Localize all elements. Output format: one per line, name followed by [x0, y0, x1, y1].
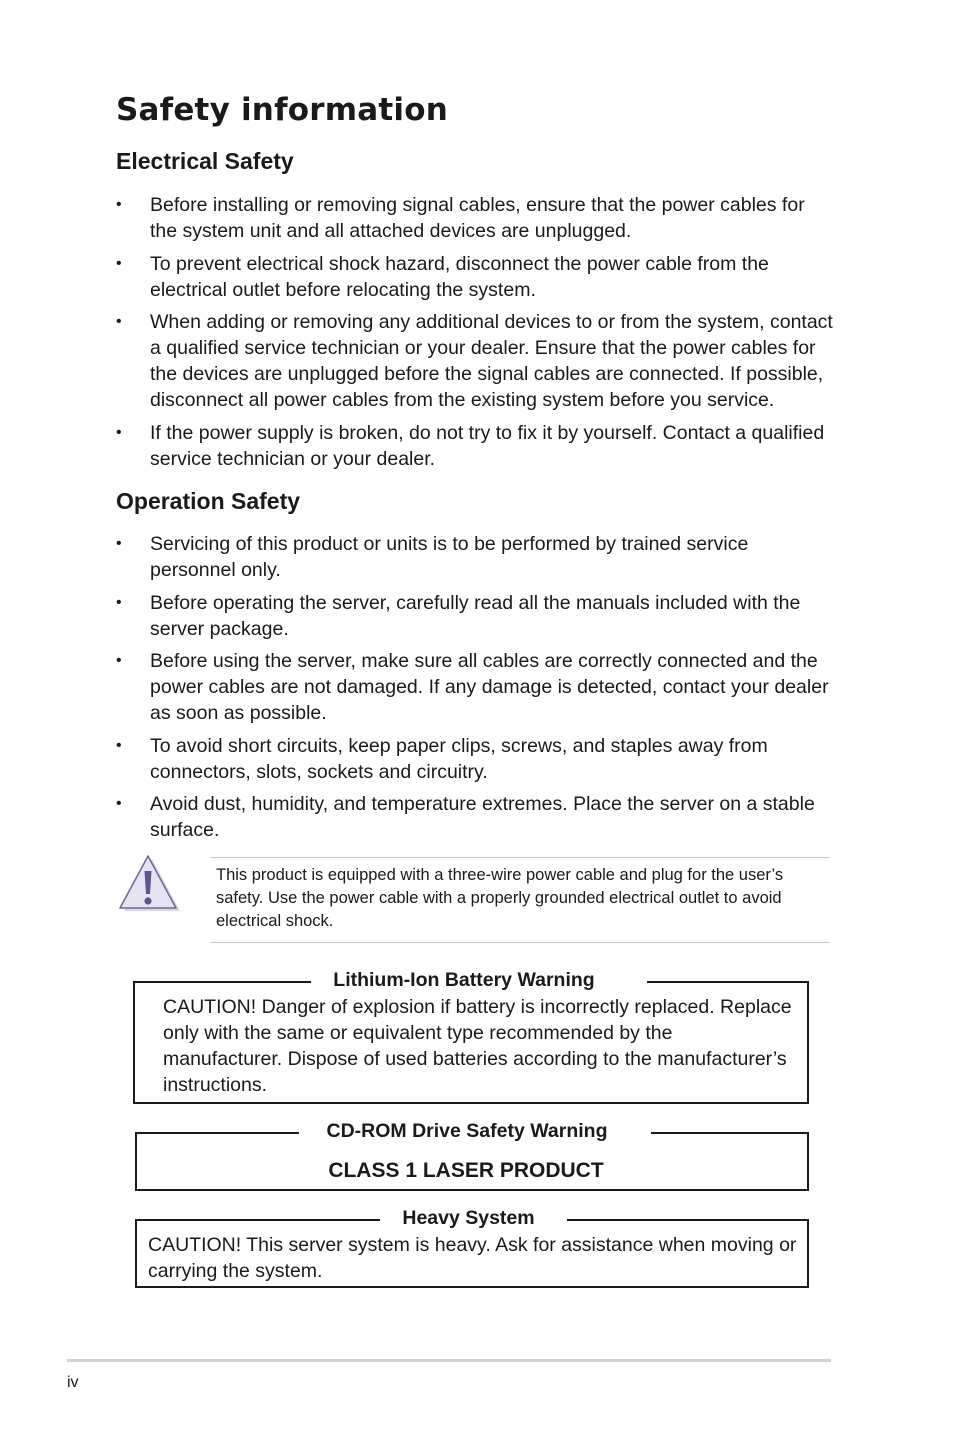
- safety-note: [210, 857, 830, 943]
- list-item: • To avoid short circuits, keep paper clips, screws, and staples away from connectors, slots, sockets and circuitry.: [116, 734, 768, 783]
- battery-warning-box: [133, 969, 809, 1104]
- page-title: Safety information: [116, 92, 448, 128]
- list-item: • When adding or removing any additional devices to or from the system, contact a qualified service technician or your dealer. Ensure that the power cables for the devices are unplugged before the signal cables are connected. If possible, disconnect all power cables from the existing system before you service.: [116, 311, 833, 411]
- warning-triangle-icon: [118, 854, 182, 914]
- list-item: • If the power supply is broken, do not try to fix it by yourself. Contact a qualified service technician or your dealer.: [116, 421, 825, 470]
- list-item: • Before installing or removing signal cables, ensure that the power cables for the system unit and all attached devices are unplugged.: [116, 194, 805, 242]
- operation-safety-list: [116, 531, 836, 850]
- cdrom-warning-heading: CD-ROM Drive Safety Warning: [326, 1120, 608, 1142]
- footer-divider: [67, 1359, 831, 1362]
- list-item: • Servicing of this product or units is to be performed by trained service personnel only.: [116, 533, 749, 581]
- electrical-safety-list: [116, 192, 836, 478]
- heavy-system-box: [135, 1207, 809, 1288]
- list-item: • To prevent electrical shock hazard, disconnect the power cable from the electrical outlet before relocating the system.: [116, 252, 769, 301]
- cdrom-warning-text: CLASS 1 LASER PRODUCT: [328, 1159, 604, 1182]
- electrical-safety-heading: Electrical Safety: [116, 148, 294, 174]
- note-text: This product is equipped with a three-wire power cable and plug for the user’s safety. Use the power cable with a properly grounded electrical outlet to avoid electrical shock.: [216, 866, 784, 930]
- list-item: • Before operating the server, carefully read all the manuals included with the server package.: [116, 591, 801, 640]
- cdrom-warning-box: [135, 1120, 809, 1191]
- heavy-system-text: CAUTION! This server system is heavy. Ask for assistance when moving or carrying the system.: [148, 1234, 797, 1282]
- operation-safety-heading: Operation Safety: [116, 488, 301, 514]
- battery-warning-heading: Lithium-Ion Battery Warning: [333, 969, 595, 991]
- list-item: • Avoid dust, humidity, and temperature extremes. Place the server on a stable surface.: [116, 793, 815, 841]
- page-number: iv: [67, 1374, 79, 1391]
- list-item: • Before using the server, make sure all cables are correctly connected and the power cables are not damaged. If any damage is detected, contact your dealer as soon as possible.: [116, 650, 829, 724]
- battery-warning-text: CAUTION! Danger of explosion if battery is incorrectly replaced. Replace only with the same or equivalent type recommended by the manufacturer. Dispose of used batteries according to the manufacturer’s instructions.: [163, 996, 792, 1096]
- heavy-system-heading: Heavy System: [402, 1207, 535, 1229]
